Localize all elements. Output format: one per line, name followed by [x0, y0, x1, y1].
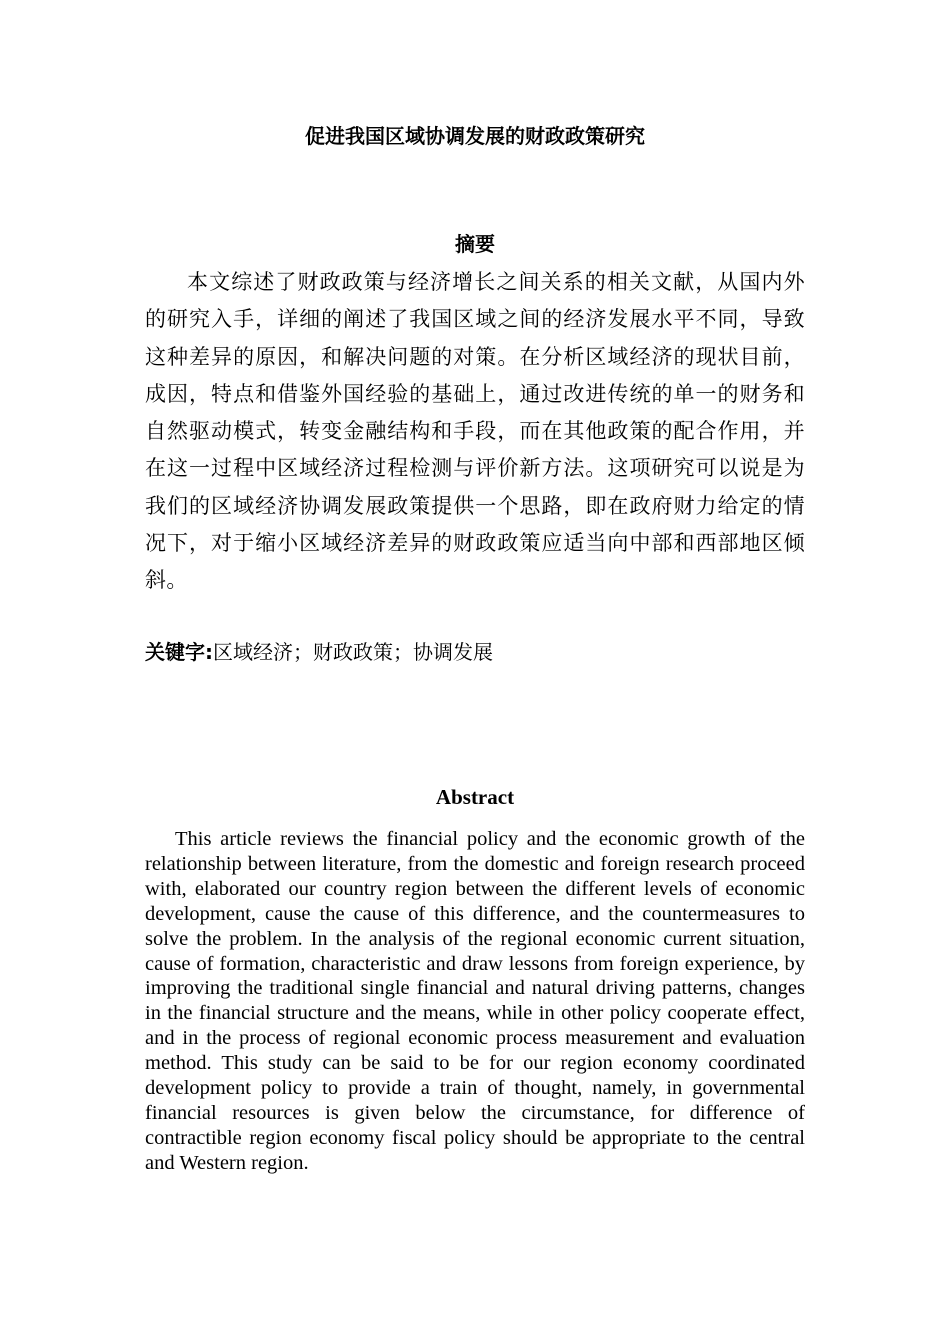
english-abstract-body: This article reviews the financial policy and the economic growth of the relationship between literature, from the domestic and foreign research proceed with, elaborated our country region between the different levels of economic development, cause the cause of this difference, and the countermeasures to solve the problem. In the analysis of the regional economic current situation, cause of formation, characteristic and draw lessons from foreign experience, by improving the traditional single financial and natural driving patterns, changes in the financial structure and the means, while in other policy cooperate effect, and in the process of regional economic process measurement and evaluation method. This study can be said to be for our region economy coordinated development policy to provide a train of thought, namely, in governmental financial resources is given below the circumstance, for difference of contractible region economy fiscal policy should be appropriate to the central and Western region. — [145, 828, 805, 1174]
chinese-abstract-body: 本文综述了财政政策与经济增长之间关系的相关文献，从国内外的研究入手，详细的阐述了我国区域之间的经济发展水平不同，导致这种差异的原因，和解决问题的对策。在分析区域经济的现状目前，成因，特点和借鉴外国经验的基础上，通过改进传统的单一的财务和自然驱动模式，转变金融结构和手段，而在其他政策的配合作用，并在这一过程中区域经济过程检测与评价新方法。这项研究可以说是为我们的区域经济协调发展政策提供一个思路，即在政府财力给定的情况下，对于缩小区域经济差异的财政政策应适当向中部和西部地区倾斜。 — [145, 270, 805, 593]
keywords-line — [145, 636, 805, 668]
chinese-abstract-heading: 摘要 — [455, 232, 495, 256]
page-title: 促进我国区域协调发展的财政政策研究 — [305, 124, 645, 148]
keywords-value: 区域经济；财政政策；协调发展 — [213, 640, 493, 664]
english-abstract-heading: Abstract — [435, 785, 515, 809]
keywords-label: 关键字: — [145, 640, 213, 664]
